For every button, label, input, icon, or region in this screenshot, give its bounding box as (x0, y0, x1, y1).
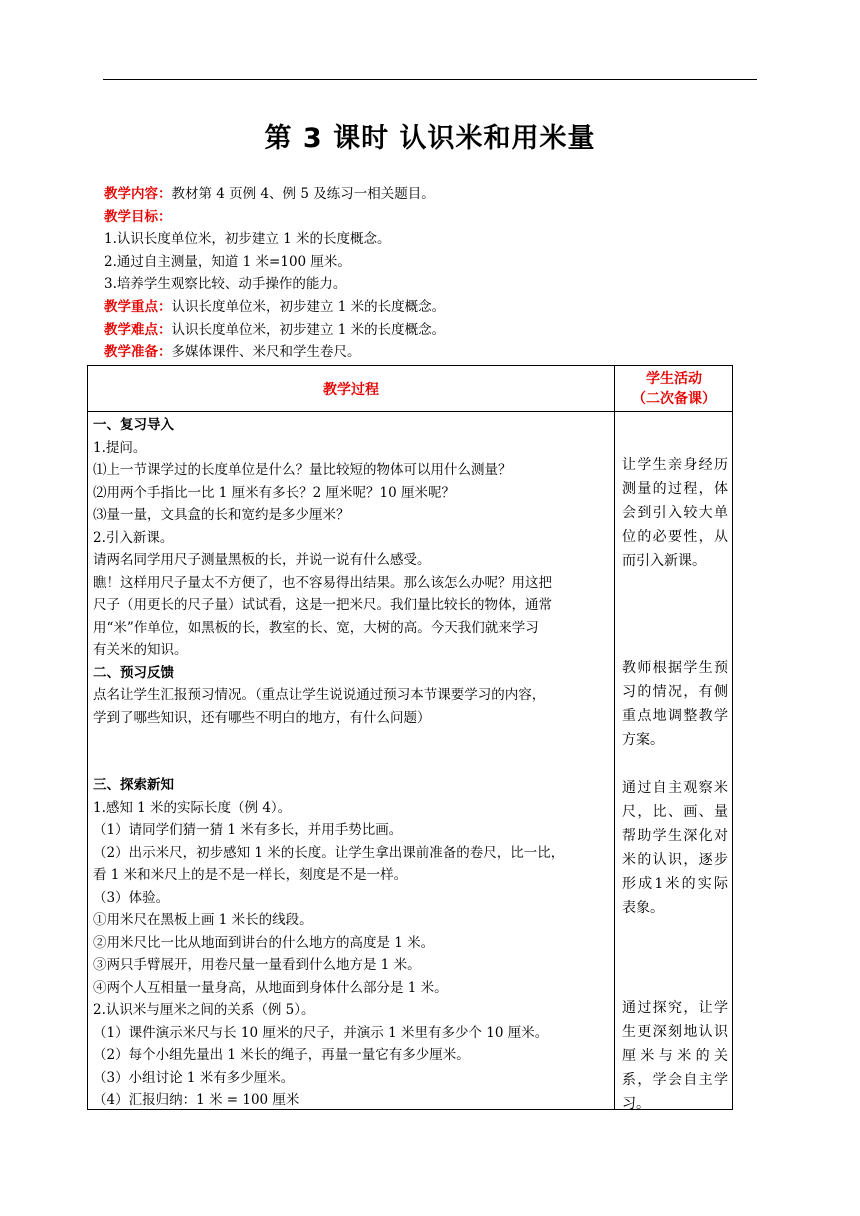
meta-goal-1 (104, 228, 744, 251)
process-line: 2.引入新课。 (93, 529, 174, 546)
meta-text: 多媒体课件、米尺和学生卷尺。 (171, 344, 361, 361)
page-title: 第 3 课时 认识米和用米量 (264, 123, 596, 154)
blank-line (93, 752, 613, 775)
activity-header (615, 366, 733, 411)
activity-note-3: 通过自主观察米尺，比、画、量帮助学生深化对米的认识，逐步形成1米的实际表象。 (622, 780, 728, 916)
process-line: （2）每个小组先量出 1 米长的绳子，再量一量它有多少厘米。 (93, 1047, 470, 1063)
meta-label: 教学准备： (104, 344, 172, 361)
process-line: ④两个人互相量一量身高，从地面到身体什么部分是 1 米。 (93, 979, 448, 996)
meta-goal-2 (104, 251, 744, 274)
process-line: ⑶量一量，文具盒的长和宽约是多少厘米？ (93, 507, 350, 523)
meta-text: 教材第 4 页例 4、例 5 及练习一相关题目。 (171, 186, 435, 202)
header-rule (103, 79, 757, 80)
section-heading: 三、探索新知 (93, 777, 174, 793)
meta-label: 教学难点： (104, 321, 172, 338)
meta-preparation (104, 341, 744, 364)
meta-label: 教学重点： (104, 298, 172, 315)
meta-text: 1.认识长度单位米，初步建立 1 米的长度概念。 (104, 231, 391, 248)
process-line: ①用米尺在黑板上画 1 米长的线段。 (93, 912, 313, 928)
section-heading: 二、预习反馈 (93, 664, 174, 681)
process-body (93, 414, 613, 1112)
process-line: 点名让学生汇报预习情况。（重点让学生说说通过预习本节课要学习的内容， (93, 687, 546, 703)
header-divider (88, 411, 732, 412)
process-line: 学到了哪些知识，还有哪些不明白的地方，有什么问题） (93, 709, 431, 726)
activity-note-4: 通过探究，让学生更深刻地认识厘米与米的关系，学会自主学习。 (622, 1000, 728, 1112)
meta-text: 认识长度单位米，初步建立 1 米的长度概念。 (171, 298, 446, 315)
process-line: 瞧！这样用尺子量太不方便了，也不容易得出结果。那么该怎么办呢？用这把 (93, 574, 552, 591)
process-line: （4）汇报归纳：1 米 = 100 厘米 (93, 1092, 300, 1108)
process-line: （3）体验。 (93, 889, 170, 906)
blank-line (93, 729, 613, 752)
meta-label: 教学内容： (104, 186, 172, 202)
meta-difficulty (104, 319, 744, 342)
process-line: ⑴上一节课学过的长度单位是什么？量比较短的物体可以用什么测量？ (93, 462, 512, 478)
activity-header-title: 学生活动 (646, 370, 702, 387)
process-line: （1）课件演示米尺与长 10 厘米的尺子，并演示 1 米里有多少个 10 厘米。 (93, 1024, 549, 1041)
meta-text: 2.通过自主测量，知道 1 米=100 厘米。 (104, 253, 351, 270)
lesson-table (87, 365, 733, 1110)
meta-content (104, 183, 744, 206)
process-line: 用“米”作单位，如黑板的长，教室的长、宽，大树的高。今天我们就来学习 (93, 619, 539, 636)
section-heading: 一、复习导入 (93, 417, 174, 433)
meta-goal-3 (104, 273, 744, 296)
process-line: ③两只手臂展开，用卷尺量一量看到什么地方是 1 米。 (93, 957, 421, 973)
process-line: （3）小组讨论 1 米有多少厘米。 (93, 1069, 295, 1086)
process-line: ⑵用两个手指比一比 1 厘米有多长？2 厘米呢？10 厘米呢？ (93, 484, 456, 501)
meta-goals-title (104, 206, 744, 229)
meta-text: 3.培养学生观察比较、动手操作的能力。 (104, 276, 347, 293)
meta-label: 教学目标： (104, 208, 172, 225)
process-line: 有关米的知识。 (93, 642, 188, 658)
meta-text: 认识长度单位米，初步建立 1 米的长度概念。 (171, 321, 446, 338)
column-divider (614, 366, 615, 1109)
process-line: （2）出示米尺，初步感知 1 米的长度。让学生拿出课前准备的卷尺，比一比， (93, 844, 565, 861)
activity-note-1: 让学生亲身经历测量的过程，体会到引入较大单位的必要性，从而引入新课。 (622, 457, 728, 569)
activity-note-2: 教师根据学生预习的情况，有侧重点地调整教学方案。 (622, 660, 728, 748)
process-header: 教学过程 (323, 381, 379, 398)
activity-header-subtitle: （二次备课） (632, 390, 716, 407)
lesson-meta (104, 183, 744, 364)
process-line: 请两名同学用尺子测量黑板的长，并说一说有什么感受。 (93, 552, 431, 568)
process-line: （1）请同学们猜一猜 1 米有多长，并用手势比画。 (93, 822, 403, 838)
process-line: 看 1 米和米尺上的是不是一样长，刻度是不是一样。 (93, 867, 408, 883)
process-line: 尺子（用更长的尺子量）试试看，这是一把米尺。我们量比较长的物体，通常 (93, 597, 552, 613)
process-line: 2.认识米与厘米之间的关系（例 5）。 (93, 1002, 315, 1018)
meta-key-point (104, 296, 744, 319)
process-line: 1.提问。 (93, 439, 147, 456)
process-line: ②用米尺比一比从地面到讲台的什么地方的高度是 1 米。 (93, 934, 435, 951)
process-line: 1.感知 1 米的实际长度（例 4）。 (93, 799, 292, 816)
